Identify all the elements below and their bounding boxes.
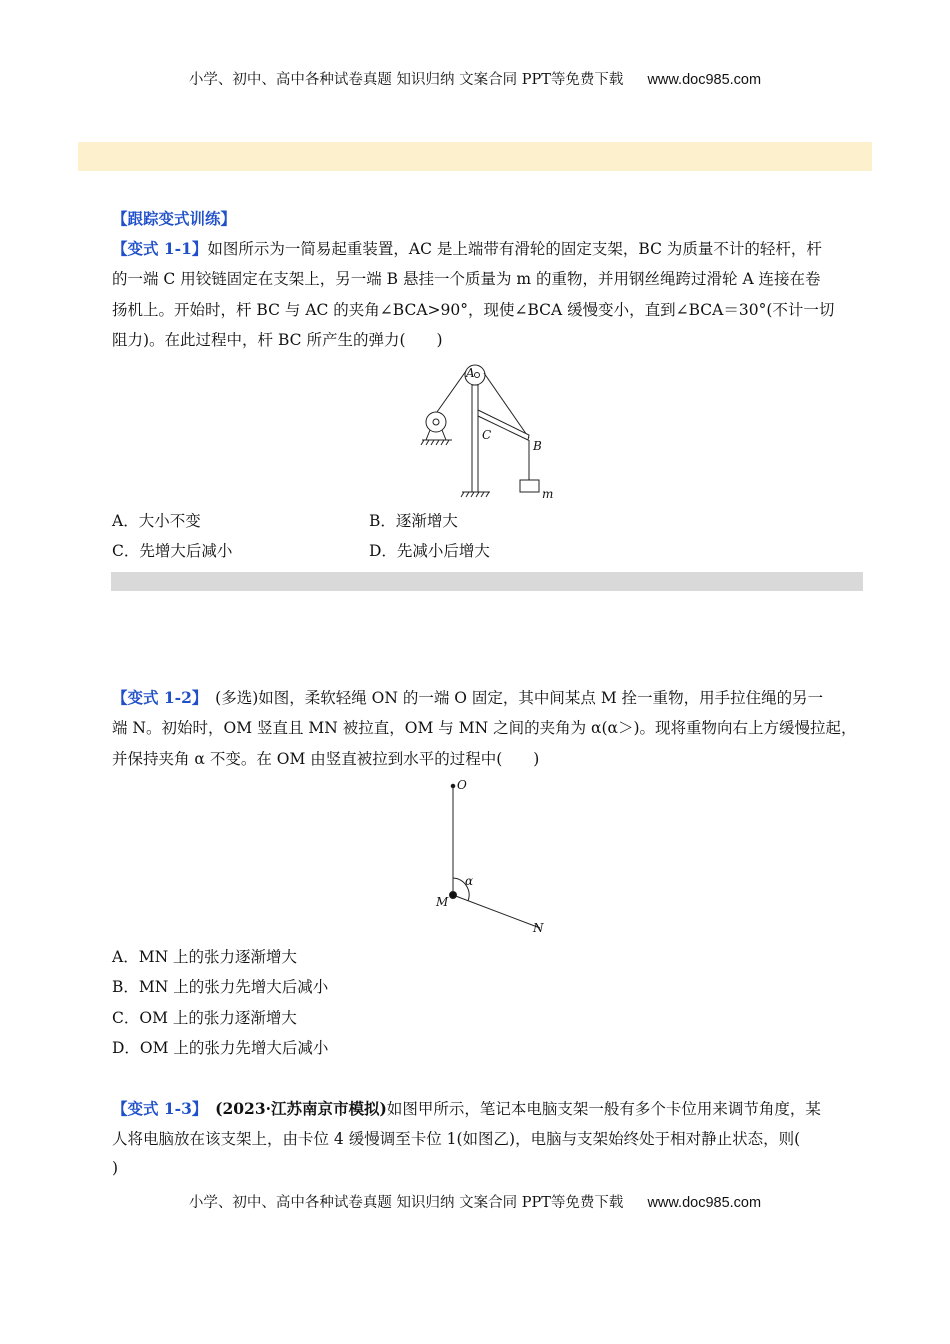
label-alpha: α [465,874,474,888]
q1-option-c[interactable]: C．先增大后减小 [112,542,233,560]
footer-text: 小学、初中、高中各种试卷真题 知识归纳 文案合同 PPT等免费下载 [188,1195,624,1211]
header-url[interactable]: www.doc985.com [647,72,762,88]
q2-option-a[interactable]: A．MN 上的张力逐渐增大 [112,948,298,966]
q2-option-c[interactable]: C．OM 上的张力逐渐增大 [112,1009,297,1027]
crane-figure [421,365,539,497]
point-m [450,892,457,899]
winch [426,412,446,432]
page-footer [0,1191,950,1212]
footer-url[interactable]: www.doc985.com [647,1195,762,1211]
q3-line-2: 人将电脑放在该支架上，由卡位 4 缓慢调至卡位 1(如图乙)，电脑与支架始终处于相对静止状态，则( [112,1130,801,1148]
label-a: A [466,366,475,380]
rope-figure [450,784,541,928]
q3-text: 如图甲所示，笔记本电脑支架一般有多个卡位用来调节角度，某 [386,1100,821,1118]
q1-line-4: 阻力)。在此过程中，杆 BC 所产生的弹力( ) [112,331,443,349]
line-mn [453,895,540,928]
q2-line-3: 并保持夹角 α 不变。在 OM 由竖直被拉到水平的过程中( ) [112,750,540,768]
q3-tag: 【变式 1-3】 [112,1099,200,1118]
q2-line-2: 端 N。初始时，OM 竖直且 MN 被拉直，OM 与 MN 之间的夹角为 α(α＞)。现将重物向右上方缓慢拉起， [112,719,857,737]
label-c: C [482,428,492,442]
q2-tag: 【变式 1-2】 [112,688,200,707]
rope-winch [437,371,466,412]
q1-tag: 【变式 1-1】 [112,239,208,258]
q1-line-2: 的一端 C 用铰链固定在支架上，另一端 B 悬挂一个质量为 m 的重物，并用钢丝绳跨过滑轮 A 连接在卷 [112,270,821,288]
support-pole [472,385,478,492]
q1-option-b[interactable]: B．逐渐增大 [369,512,458,530]
q2-option-b[interactable]: B．MN 上的张力先增大后减小 [112,978,329,996]
q3-source: (2023·江苏南京市模拟) [199,1099,387,1118]
q2-text: (多选)如图，柔软轻绳 ON 的一端 O 固定，其中间某点 M 拴一重物，用手拉住绳的另一 [199,689,824,707]
label-o: O [457,778,467,792]
label-m: m [542,487,554,501]
q1-text: 如图所示为一简易起重装置，AC 是上端带有滑轮的固定支架，BC 为质量不计的轻杆，杆 [207,240,822,258]
q2-line-1 [112,683,872,713]
q1-option-a[interactable]: A．大小不变 [112,512,201,530]
label-n: N [533,921,544,935]
q1-line-3: 扬机上。开始时，杆 BC 与 AC 的夹角∠BCA>90°，现使∠BCA 缓慢变小，直到∠BCA＝30°(不计一切 [112,301,835,319]
label-m2: M [436,895,449,909]
gray-divider [111,572,863,591]
section-title: 【跟踪变式训练】 [112,209,237,228]
q2-option-d[interactable]: D．OM 上的张力先增大后减小 [112,1039,329,1057]
q1-option-d[interactable]: D．先减小后增大 [369,542,490,560]
q3-line-1 [112,1094,872,1124]
weight-box [520,480,539,492]
header-text: 小学、初中、高中各种试卷真题 知识归纳 文案合同 PPT等免费下载 [188,72,624,88]
q3-line-3: ) [112,1159,119,1177]
label-b: B [533,439,542,453]
